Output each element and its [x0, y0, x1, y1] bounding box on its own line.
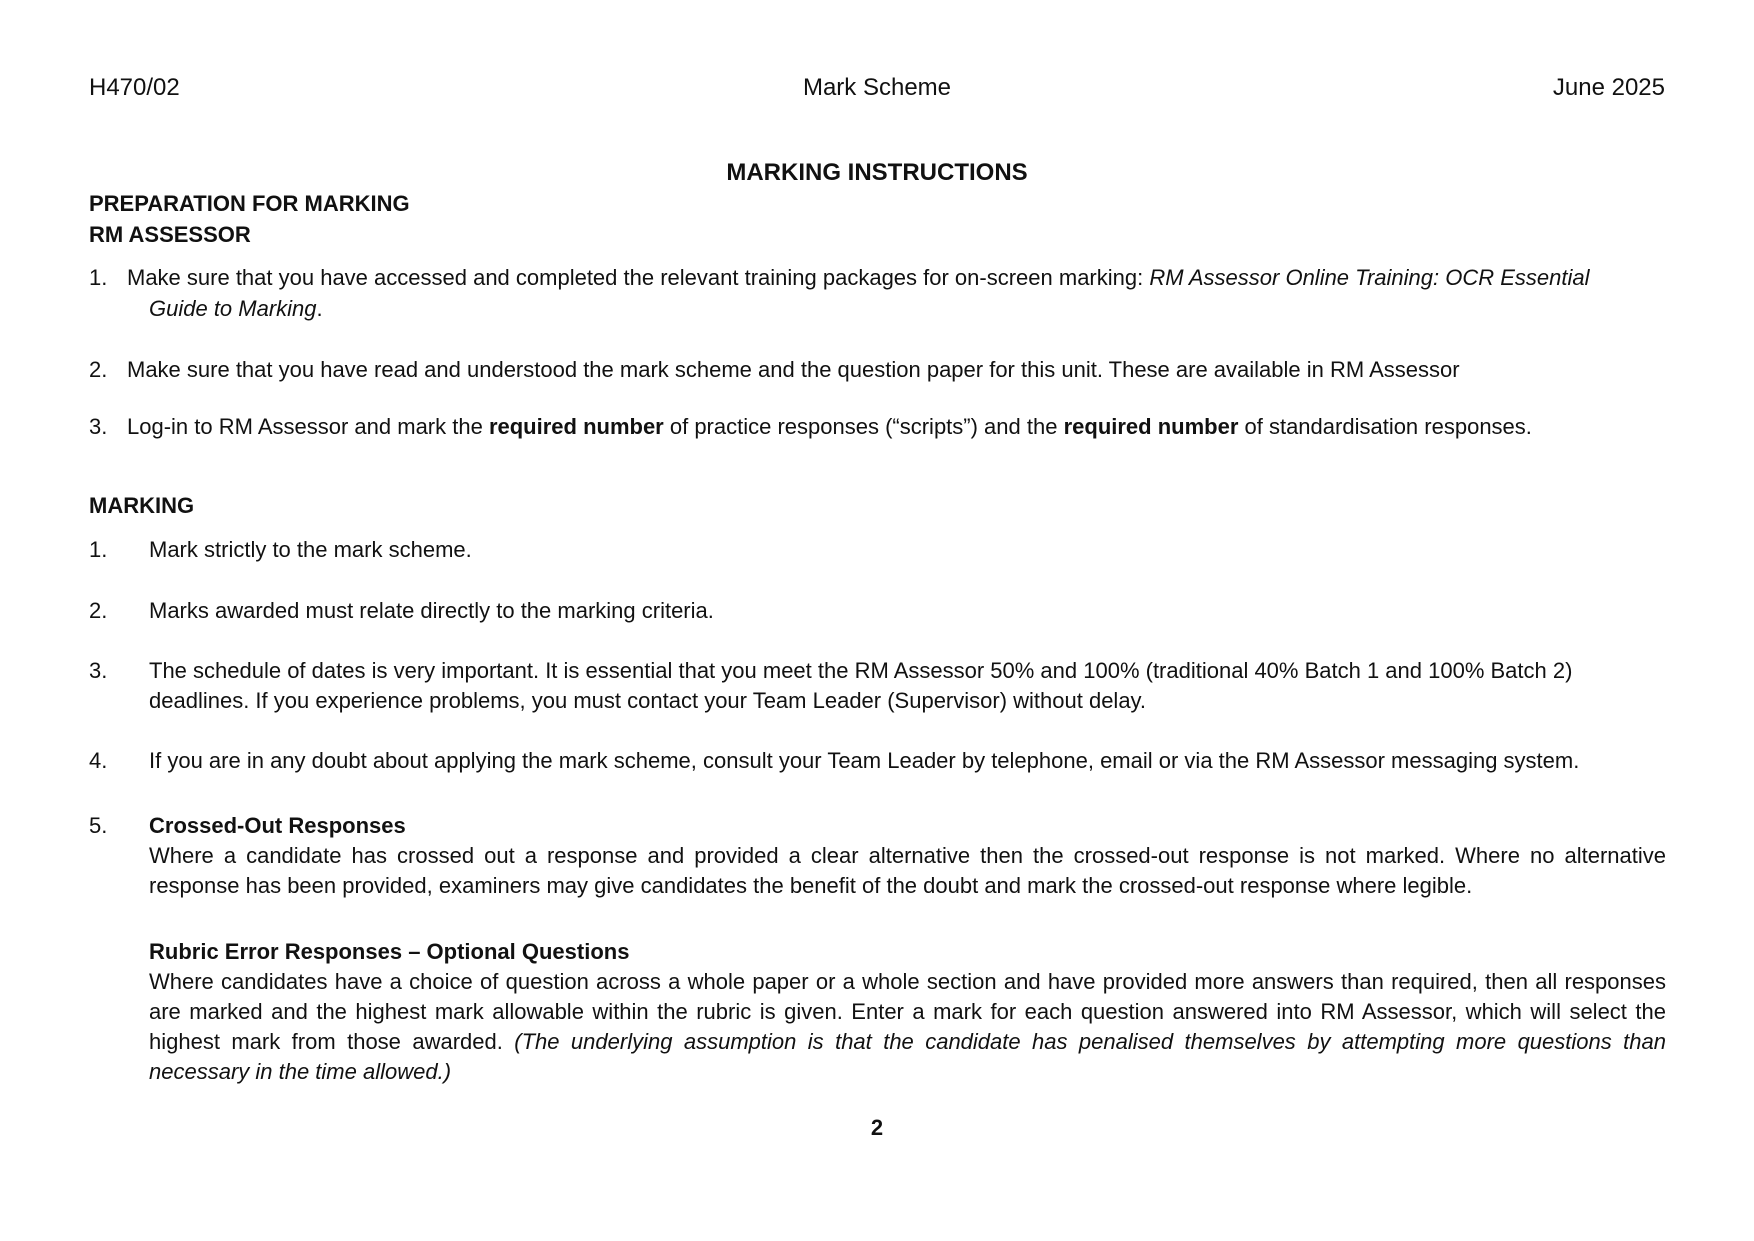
prep-item-number: 3.	[89, 414, 108, 439]
header-date: June 2025	[1552, 74, 1665, 101]
marking-item-text: The schedule of dates is very important. It is essential that you meet the RM Assessor 50% and 100% (traditional 40% Batch 1 and 100% Batch 2) deadlines. If you experience problems, you must contact your Team Leader (Supervisor) without delay.	[149, 658, 1573, 713]
marking-item-number: 3.	[89, 658, 108, 683]
prep-item-italic-cont: Guide to Marking	[149, 296, 317, 321]
prep-item-text: Make sure that you have accessed and completed the relevant training packages for on-screen marking:	[127, 265, 1150, 290]
marking-item-3	[89, 656, 1666, 716]
prep-item-number: 2.	[89, 357, 108, 382]
prep-item-tail: .	[316, 296, 323, 321]
marking-heading: MARKING	[89, 493, 195, 518]
rubric-error-block	[89, 937, 1666, 1087]
page-number: 2	[870, 1115, 884, 1140]
header-paper-code: H470/02	[89, 74, 180, 101]
prep-item-2	[89, 354, 1666, 385]
marking-item-text: Mark strictly to the mark scheme.	[149, 537, 472, 562]
rubric-error-text: Where candidates have a choice of question across a whole paper or a whole section and have provided more answers than required, then all responses are marked and the highest mark allowable within the rubric is given. Enter a mark for each question answered into RM Assessor, which will select the highest mark from those awarded.	[149, 969, 1666, 1054]
marking-item-number: 5.	[89, 813, 108, 838]
prep-item-1	[89, 262, 1666, 324]
crossed-out-text: Where a candidate has crossed out a response and provided a clear alternative then the crossed-out response is not marked. Where no alternative response has been provided, examiners may give candidates the benefit of the doubt and mark the crossed-out response where legible.	[149, 843, 1666, 898]
marking-item-text: If you are in any doubt about applying the mark scheme, consult your Team Leader by telephone, email or via the RM Assessor messaging system.	[149, 748, 1580, 773]
main-title: MARKING INSTRUCTIONS	[726, 159, 1028, 186]
marking-item-number: 4.	[89, 748, 108, 773]
prep-item-3	[89, 411, 1666, 442]
prep-item-italic: RM Assessor Online Training: OCR Essential	[1149, 265, 1590, 290]
prep-item-bold: required number	[488, 414, 664, 439]
marking-item-number: 2.	[89, 598, 108, 623]
rm-assessor-subheading: RM ASSESSOR	[89, 222, 251, 247]
preparation-heading: PREPARATION FOR MARKING	[89, 191, 410, 216]
prep-item-bold: required number	[1063, 414, 1239, 439]
prep-item-number: 1.	[89, 265, 108, 290]
marking-item-number: 1.	[89, 537, 108, 562]
rubric-error-heading: Rubric Error Responses – Optional Questions	[149, 939, 630, 964]
prep-item-text: of standardisation responses.	[1238, 414, 1532, 439]
header-title: Mark Scheme	[802, 74, 952, 101]
marking-item-1	[89, 535, 1666, 565]
marking-item-4	[89, 746, 1666, 776]
marking-item-text: Marks awarded must relate directly to the marking criteria.	[149, 598, 714, 623]
prep-item-text: Make sure that you have read and understood the mark scheme and the question paper for this unit. These are available in RM Assessor	[127, 357, 1460, 382]
crossed-out-heading: Crossed-Out Responses	[149, 813, 406, 838]
prep-item-text: Log-in to RM Assessor and mark the	[127, 414, 489, 439]
prep-item-text: of practice responses (“scripts”) and the	[663, 414, 1064, 439]
marking-item-5	[89, 811, 1666, 901]
marking-item-2	[89, 596, 1666, 626]
rubric-error-italic: (The underlying assumption is that the candidate has penalised themselves by attempting more questions than necessary in the time allowed.)	[149, 1029, 1666, 1084]
